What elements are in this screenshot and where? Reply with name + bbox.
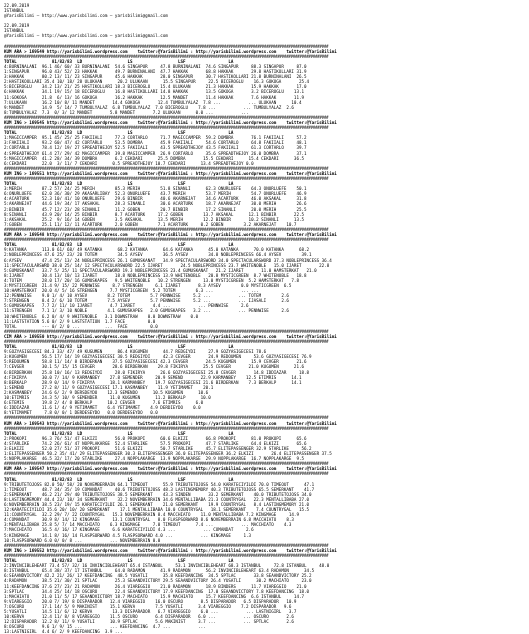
horse-row: 2:CORTARLO 78.4 12/ 19/ 27 SPREADTHEJOY 52.5 FAKIIALI 43.5 SPREADTHEJOY 43.5 FAKIIALI 61.3 CORTARLO 39.7	[4, 145, 307, 151]
horse-row: 3:MERIH 87.2 57/ 24/ 25 MERIH 85.3 MERIH 51.8 SINANLI 62.3 ONURLUEFE 64.3 ONURLUEFE 50.1	[4, 186, 307, 192]
horse-row: 6:SEAANDVICTORY 42.2 21/ 26/ 17 KEEFDANCING 48.5 YUSATLI 35.8 KEEFDANCING 34.5 SPTLAC 33.8 SEAANDVICTORY 25.2	[4, 573, 312, 579]
horse-row: 6:IDDIAZAR 11.6 1/ 4/ 9 YETIMAMET 6.4 YETIMAMET 4.9 DERDIEYDO 0.0	[4, 405, 201, 411]
report-date-repeat: 22.09.2019	[4, 23, 30, 29]
horse-row: 7:STRENGEN 8.4 2/ 6/ 10 TOTEM 7.5 AYSEV 5.7 PENNWISE 5.2 ... ... IJASALI 2.6	[4, 298, 289, 304]
column-header: TOTAL 81/82/83 LD LS LSF LA	[4, 242, 234, 248]
column-header: TOTAL 81/82/83 LD LS LSF LA	[4, 130, 234, 136]
horse-row: 6:BIRDERKAN 25.8 10/ 16/ 13 REDGIYDI 28.0 FIKIRYA 26.6 GOZYASIGECESI 25.8 CEVGER 14.8 IDDIAZAR 18.8	[4, 369, 310, 375]
horse-row: 5:AKARNEJAT 44.6 19/ 34/ 17 AKSAKAL 28.3 SINANLI 30.6 ACARTURK 18.7 AKARNEJAT 30.0 MERIH 26.6	[4, 201, 307, 207]
horse-row: 6:AYSEV 47.4 25/ 13/ 24 NOBLEPRINCESS 26.1 GUMUSKANAT 34.9 SPECTACULARSWORD 34.0 SPECTACULARSWORD 37.3 NOBLEPRINCESS 36.4	[4, 257, 332, 263]
horse-row: 5:REDOUMEN 58.8 11/ 14/ 8 BIRDERKAN 37.5 GOZYASIGECESI 42.3 CEVGER 24.5 KUGUMEN 15.9 CEVGER 21.6	[4, 359, 307, 365]
horse-row: 1:AKSAKAL 25.2 9/ 16/ 14 GOBEN 3.5 AKSAKAL 13.5 MERIH 12.2 BINBIR 10.2 SINANLI 13.5	[4, 216, 305, 222]
race-title: KUM ING > 169545 http://yarisbilimi.wordpress.com twitter:@YarisBilimi : http://yarisbilimi.wordpress.com twitter:@YarisBilimi	[4, 119, 337, 125]
horse-row: 2:BINBIR 45.7 12/ 23/ 28 SINANLI 11.2 GOBEN 20.7 BINBIR 17.2 SINANLI 20.0 MERIH 25.5	[4, 206, 307, 212]
horse-row: 7:MACCHIATO 16.5 4/ 16/ 17 KINGMAGE 6.6 KARATECIYILDI 4.3 ... ... COMANDAT 2.6	[4, 527, 254, 533]
column-header: TOTAL 81/82/83 LD LS LSF LA	[4, 181, 234, 187]
race-block	[4, 329, 525, 416]
horse-row: 3:HAKKAK 80.2 13/ 11/ 23 SINGAPUR 45.6 HAKKAK 28.0 SINGAPUR 30.7 HASTIKOLLARI 21.8 BURNINALANI 26.5	[4, 74, 307, 80]
horse-row: 1:MACHIATO 21.0 11/ 5/ 17 SEAANDVICTORY 18.7 MACHIATO 15.9 MACHIATO 15.7 KEEFDANCING 6.6 ISTANBUL 14.7	[4, 593, 305, 599]
horse-row: 12:PENNWISE 9.0 1/ 4/ 10 AYSEV 8.2 TOTEM 5.7 PENNWISE 5.2 ... ... TOTEM 2.6	[4, 293, 289, 299]
race-title: KUM ARA > 169549 http://yarisbilimi.wordpress.com twitter:@YarisBilimi : http://yarisbilimi.wordpress.com twitter:@YarisBilimi	[4, 48, 337, 54]
horse-row: 8:LASTINGMEMORY 44.4 23/ 18/ 34 SEMERKANT 32.2 NOVEMBERRAIN 34.6 MENTALLIBABA 21.3 COUNTRYGAL 22.3 MENTALLIBABA 27.0	[4, 496, 310, 502]
horse-row: 2:HASTIKOOLLARI 35.4 10/ 18/ 28 ULUKAAN 20.2 ULUKAAN 15.5 SINGAPUR 22.5 BICEROGLU 16.3 GOKOGA 25.4	[4, 79, 310, 85]
horse-row: 1:SINGAPUR 96.0 43/ 52/ 23 HAKKAK 49.7 BURNINALANI 47.7 HAKKAK 68.8 HAKKAK 29.8 HASTIKOLLARI 31.9	[4, 69, 307, 75]
race-block	[4, 543, 525, 634]
race-title: KUM ARA > 169543 http://yarisbilimi.wordpress.com twitter:@YarisBilimi : http://yarisbilimi.wordpress.com twitter:@YarisBilimi	[4, 420, 337, 426]
report-sheet	[4, 3, 525, 634]
horse-row: 5:GUMUSKAPES 7.7 2/ 11/ 10 IJARET 4.7 IJARET 4.4 ... ... PENNWISE 2.6	[4, 303, 249, 309]
report-city: ISTANBUL	[4, 8, 25, 14]
horse-row: 1:ELITEPASSENGER 50.2 35/ 41/ 29 ELITEPASSENGER 30.3 ELITEPASSENGER 36.0 ELITEPASSENGER 36.2 ELKIZI 26.4 ELITEPASSENGER 37.5	[4, 451, 332, 457]
horse-row: 8:SINANLI 43.9 20/ 14/ 25 BINBIR 8.7 ACARTURK 17.2 GOBEN 13.7 AKSAKAL 12.1 BINBIR 22.5	[4, 211, 305, 217]
horse-row: 3:SPTLAC 34.4 25/ 14/ 18 OSCURO 22.4 SEAANDVICTORY 17.9 KEEFDANCING 17.0 SEAANDVICTORY 7.8 KEEFDANCING 18.0	[4, 588, 310, 594]
separator-line: ##################################################################################################################################################	[4, 43, 329, 49]
horse-row: 3:KUGUMEN 56.5 17/ 14/ 19 GOZYASIGECESI 30.5 REDGIYDI 42.3 CEVGER 24.9 REDOUMEN 53.6 GOZYASIGECESI 76.9	[4, 354, 312, 360]
race-title: CIM ARA > 169550 http://yarisbilimi.wordpress.com twitter:@YarisBilimi : http://yarisbilimi.wordpress.com twitter:@YarisBilimi	[4, 333, 337, 339]
horse-row: 10:ETIMRIS 24.3 5/ 10/ 9 SEMENDER 11.0 KUGUMEN 11.2 BERKALP 10.0	[4, 395, 211, 401]
horse-row: 8:YETIMAMET 7.8 0/ 0/ 1 DERDESEYDO 0.0 DERDESEYDO 0.0	[4, 410, 158, 416]
horse-row: 2:SEMERKANT 46.2 21/ 29/ 40 TRIBUTETOJOSS 38.5 SEMERKANT 43.3 SINDEN 33.2 SEMERKANT 40.0 TRIBUTETOJOSS 34.0	[4, 491, 312, 497]
horse-row: 5:MAGICCAMPER 41.2 28/ 34/ 39 DOMBRA 6.2 CEKDARI 25.5 DOMBRA 15.5 CEKDARI 15.4 CEKDARI 36.5	[4, 155, 305, 161]
horse-row: 4:BURNINALANI 96.1 46/ 60/ 33 BURNINALANI 54.6 SINGAPUR 47.8 BURNINALANI 74.6 SINGAPUR 88.3 SINGAPUR 87.0	[4, 63, 307, 69]
horse-row: 2:KASMANBEY 24.6 6/ 2/ 9 DERSDEYDO 12.3 SEMENDO 10.5 KUGUMEN 10.6	[4, 389, 209, 395]
horse-row: 3:MENTALLIBABA 25.8 5/ 7/ 14 MACCHIATO 6.3 KINGMAGE 7.0 TIMEOUT 7.4 ... ... MACCHIATO 4.3	[4, 522, 292, 528]
horse-row: 8:BERKALP 28.9 0/ 14/ 9 FIKIRYA 18.1 KARMANBEY 19.7 GOZYASIGECESI 21.6 BIRDERKAN 7.3 BERKALP 14.1	[4, 379, 302, 385]
race-title: KUM ING > 169552 http://yarisbilimi.wordpress.com twitter:@YarisBilimi : http://yarisbilimi.wordpress.com twitter:@YarisBilimi	[4, 547, 337, 553]
horse-row: 6:ETEMIS 19.8 2/ 4/ 8 BERKALP 10.2 CEVGER 7.6 ETIMRIS 6.0	[4, 400, 204, 406]
horse-row: 3:FAKIIALI 93.2 60/ 47/ 42 CORTARLO 53.5 DOMBRA 45.9 FAKIIALI 54.6 CORTARLO 64.8 FAKIIALI 48.1	[4, 140, 307, 146]
horse-row: 11:STRENGEN 7.1 1/ 3/ 10 NOBLE 4.1 GUMUSKAPES 2.0 GUMUSKAPES 3.2 ... ... PENNWISE 2.6	[4, 308, 289, 314]
horse-row: 5:BICEROGLU 34.2 13/ 21/ 25 HASTIKOLLARI 18.3 BICEROGLU 15.4 ULUKAAN 21.3 HAKKAK 15.9 HAKKAK 17.0	[4, 84, 307, 90]
report-date: 22.09.2019	[4, 3, 30, 8]
horse-row: 11:LASTSTATION 5.6 0/ 2/ 9 LASTSTATION 1.7 FACE 0.0	[4, 318, 156, 324]
horse-row: 5:GUMUSKANAT 33.7 5/ 25/ 11 SPECTACULARSWORD 19.3 NOBLEPRINCESS 23.4 GUMUSKANAT 21.2 IJARET 11.0 HAMSTERKAT 21.0	[4, 267, 317, 273]
race-title: KUM ARA > 169547 http://yarisbilimi.wordpress.com twitter:@YarisBilimi : http://yarisbilimi.wordpress.com twitter:@YarisBilimi	[4, 466, 337, 472]
horse-row: 4:TOTEM 28.0 17/ 20/ 16 GUMUSKAPES 9.5 WHITENOBLE 10.2 STRENGEN 13.0 MYSTICGREEN 5.2 HAMSTERKAT 7.8	[4, 277, 299, 283]
race-title: KUM ING > 169551 http://yarisbilimi.wordpress.com twitter:@YarisBilimi : http://yarisbilimi.wordpress.com twitter:@YarisBilimi	[4, 170, 337, 176]
separator-line: ##################################################################################################################################################	[4, 471, 329, 477]
horse-row: 11:GOKOGA 21.8 6/ 13/ 16 GOKOGA 16.2 HAKKAK 12.5 MANDET 11.4 HAKKAK 7.6 HAKKAK 11.9	[4, 94, 305, 100]
column-header: TOTAL 81/82/83 LD LS LSF LA	[4, 344, 234, 350]
horse-row: 7:OSCURO 17.1 14/ 5/ 9 MAKINIST 15.1 KERVA 7.5 YUSATLI 3.4 VIAREGGIO 7.2 DISPARADOR 9.6	[4, 603, 292, 609]
race-block	[4, 44, 525, 115]
separator-line: ##################################################################################################################################################	[4, 176, 329, 181]
race-blocks	[4, 44, 525, 634]
horse-row: 5:YUSATLI 14.5 11/ 6/ 12 KERVA 13.3 DISPARADOR 6.7 VIAREGGIO 6.0 ... ... LASTNIGIRL 3.7	[4, 608, 297, 614]
column-header: TOTAL 81/82/83 LD LS LSF LA	[4, 558, 234, 564]
report-credit-repeat: @YarisBilimi — http://www.yarisbilimi.com — yarisbilimi@gmail.com	[4, 33, 168, 39]
report-city-repeat: ISTANBUL	[4, 28, 25, 34]
race-title: KUM ARA > 169548 http://yarisbilimi.wordpress.com twitter:@YarisBilimi : http://yarisbilimi.wordpress.com twitter:@YarisBilimi	[4, 232, 337, 238]
horse-row: 3:ELKIZI 52.0 27/ 51/ 37 PROKOPI 51.6 ELKIZI 50.7 STARLIKE 45.7 ELITEPASSENGER 32.9 STARLIKE 56.2	[4, 445, 312, 451]
separator-line: ##################################################################################################################################################	[4, 114, 329, 120]
horse-row: 9:VIAREGGIO 20.0 7/ 19/ 8 DISPARADOR 12.4 VIAREGGIO 16.0 OSCURO 8.5 DISPARADOR 6.5 DISPARADOR 10.9	[4, 598, 297, 604]
separator-line: ##################################################################################################################################################	[4, 328, 329, 334]
race-block	[4, 166, 525, 227]
horse-row: 9:KATANKA 113.0 61/ 68/ 49 KATANKA 68.2 KATANKA 64.6 KATANKA 45.0 KATANKA 70.0 KATANKA 68.2	[4, 247, 310, 253]
horse-row: 1:SEMEND 27.2 8/ 11/ 9 GOZYASIGECESI 17.1 KASMANBEY 11.9 YETIMAMET 20.1	[4, 384, 214, 390]
horse-row: 3:MYSTICGREEN 21.4 9/ 15/ 22 PENNWISE 8.7 STRENGEN 6.1 IJARET 8.3 AYSEV 0.0 MYSTICGREEN 6.5	[4, 282, 292, 288]
horse-row: 12:DISPARADOR 12.2 8/ 11/ 9 YUSATLI 10.9 SPTLAC 5.6 MAKINIST 3.7 ... ... SPTLAC 2.6	[4, 619, 294, 625]
horse-row: 2:PROKOPI 96.3 76/ 51/ 47 ELKIZI 56.0 PROKOPI 60.6 ELKIZI 66.8 PROKOPI 81.0 PROKOPI 65.6	[4, 435, 307, 441]
horse-row: 10:FLASPSORWARD 6.0 0/ 0/ 8 ... ... NOVEMBERRAIN 0.0	[4, 537, 161, 543]
horse-row: 4:ACARTURK 52.3 10/ 41/ 10 ONURLUEFE 29.6 BINBIR 40.6 AKARNEJAT 34.6 ACARTURK 46.0 AKSAKAL 31.8	[4, 196, 307, 202]
horse-row: 4:STARLIKE 74.2 26/ 61/ 47 NOPPLAKARGE 52.4 STARLIKE 57.5 PROKOPI 47.7 STARLIKE 64.4 ELKIZI 65.6	[4, 440, 307, 446]
column-header: TOTAL 81/82/83 LD LS LSF LA	[4, 476, 234, 482]
horse-row: 7:ULUKAAN 16.2 10/ 8/ 11 MANDET 14.4 GOKOGA 12.4 TUMBULYALAZ 7.8 ... ... ULUKAAN 10.4	[4, 99, 302, 105]
horse-row: 1:MAGICCAMPER 95.1 45/ 25/ 25 FAKIIALI 77.3 CORTARLO 71.7 MAGICCAMPER 59.2 DOMBRA 76.1 FAKIIALI 57.2	[4, 135, 307, 141]
horse-row: 8:OSCURO 9.6 1/ 9/ 15 ... ... KEEFDANCING 4.7 ... ...	[4, 624, 206, 630]
horse-row: 8:TUMBULYALAZ 7.3 0/ 3/ 12 MANDET 5.8 MANDET 7.2 ULUKAAN 0.0 ... ...	[4, 109, 249, 115]
horse-row: 11:SPECTACULARSWRD 38.0 25/ 14/ 12 SPECTACULARSWORD 22.5 IJARET 24.5 NOBLEPRINCESS 23.7 WHITENOBLE 15.0 IJARET 22.8	[4, 262, 330, 268]
separator-line: ##################################################################################################################################################	[4, 125, 329, 131]
separator-line: ##################################################################################################################################################	[4, 226, 329, 232]
horse-row: 2:NOBLEPRINCESS 47.6 25/ 23/ 20 TOTEM 34.5 AYSEV 36.5 AYSEV 34.8 NOBLEPRINCESS 66.4 AYSEV 39.1	[4, 252, 312, 258]
horse-row: 10:WHITENOBLE 6.2 0/ 4/ 9 WHITENOBLE 3.1 DOWNSTRAW 0.0 DOWNSTRAW 0.0	[4, 313, 199, 319]
separator-line: ##################################################################################################################################################	[4, 415, 329, 421]
separator-line: ##################################################################################################################################################	[4, 339, 329, 344]
horse-row: TOTAL --- 0/ 2/ 0 ... ... FACE 0.0	[4, 323, 158, 329]
horse-row: 11:COUNTRYGAL 32.2 29/ 7/ 22 COUNTRYGAL 15.3 NOVEMBERRAIN 8.4 MACCHIATO 11.0 MENTALLIBABA 7.2 KINGMAGE 14.9	[4, 512, 299, 518]
column-header: TOTAL 81/82/83 LD LS LSF LA	[4, 430, 234, 436]
horse-row: 4:RADAMON 38.5 21/ 30/ 21 SPTLAC 25.3 SEAANDVICTORY 29.5 SEAANDVICTORY 26.4 YUSATLI 30.2 MACHIATO 23.0	[4, 578, 312, 584]
separator-line: ##################################################################################################################################################	[4, 542, 329, 548]
separator-line: ##################################################################################################################################################	[4, 552, 329, 558]
horse-row: 12:KARATECIYILDI 35.6 20/ 10/ 20 SEMERKANT 17.1 MENTALLIBABA 10.0 COUNTRYGAL 18.1 SEMERKANT 7.4 COUNTRYGAL 15.5	[4, 507, 310, 513]
horse-row: 6:CEKDARI 22.0 3/ 11/ 7 CEKDARI 0.5 SPREADTHEJOY 10.7 CEKDARI 13.4 SPREADTHEJOY 0.0	[4, 160, 254, 166]
horse-row: 10:HAMSTERKAT 20.0 4/ 5/ 16 STRENGEN 7.7 MYSTICGREEN 5.2 TOTEM 6.3 ... ... ...	[4, 288, 259, 294]
horse-row: 5:NOPPLAKARGE 46.5 32/ 17/ 20 STARLIKE 27.4 NOPPLAKARGE 13.9 NOPPLAKARGE 29.9 NOPPLAKARGE 16.7 NOPPLAKARGE 9.5	[4, 456, 305, 462]
race-block	[4, 115, 525, 166]
horse-row: 7:CEVGER 30.1 5/ 15/ 15 CEVGER 28.6 BIRDERKAN 29.8 FIKIRYA 25.5 CEVGER 21.0 KUGUMEN 21.6	[4, 364, 305, 370]
horse-row: 8:IJARET 30.4 13/ 10/ 13 IJARET 18.8 NOBLEPRINCESS 13.9 WHITENOBLE 20.8 MYSTICGREEN 8.7 WHITENOBLE 18.8	[4, 272, 307, 278]
horse-row: 4:SPREADTHEJOY 61.4 27/ 29/ 42 MAGICCAMPER 39.8 MAGICCAMPER 26.9 CORTARLO 35.6 SPREADTHEJOY 26.0 DOMBRA 37.1	[4, 150, 307, 156]
horse-row: 4:FIKIRYA 30.0 7/ 14/ 9 KARMANBEY 27.8 SEMENDER 20.9 SEMEND 22.9 KARMANBEY 12.5 ETIMRIS 14.1	[4, 374, 302, 380]
horse-row: 11:KEEFDANCING 37.6 27/ 23/ 21 RADAMON 26.4 VIAREGGIO 21.0 RADAMON 18.9 BINDERS 11.7 VIAREGGIO 21.0	[4, 583, 307, 589]
race-block	[4, 461, 525, 543]
report-credit: @YarisBilimi — http://www.yarisbilimi.com — yarisbilimi@gmail.com	[4, 13, 168, 19]
horse-row: 9:GOZYASIGECESI 84.3 33/ 47/ 49 KUGUMEN 86.4 KUGUMEN 44.7 REDGIYDI 27.9 GOZYASIGECESI 78.6	[4, 349, 267, 355]
separator-line: ##################################################################################################################################################	[4, 237, 329, 243]
horse-row: 10:KERVA 12.4 11/ 8/ 8 VIAREGGIO 11.5 OSCURO 6.4 DISPARADOR 6.0 ... ... OSCURO 2.6	[4, 614, 294, 620]
horse-row: 1:TIMEOUT 48.7 34/ 35/ 19 COMANDAT 40.6 TRIBUTETOJOSS 48.3 LASTINGMEMORY 40.3 TRIBUTETOJOSS 65.5 SEMERKANT 41.7	[4, 486, 315, 492]
horse-row: 9:TRIBUTETOJOSS 82.0 50/ 58/ 20 NOVEMBERRAIN 64.1 TIMEOUT 55.9 TRIBUTETOJOSS 54.0 KARATECIYILDI 70.0 TIMEOUT 47.1	[4, 481, 315, 487]
horse-row: 8:ISTANBUL 65.4 38/ 37/ 17 ISTANBUL 64.0 RADAMON 41.9 RADAMON 56.2 INVINCIBLEHEART 63.4 RADAMON 34.5	[4, 568, 315, 574]
horse-row: 13:LASTNIGIRL 4.4 6/ 2/ 9 KEEFDANCING 3.9 ...	[4, 629, 123, 634]
separator-line: ##################################################################################################################################################	[4, 425, 329, 431]
horse-row: 6:NOVEMBERRAIN 38.5 23/ 19/ 15 KARATECIYILDI 26.1 SEMERKANT 21.0 SEMERKANT 19.9 COUNTRYGAL 8.4 LASTINGMEMORY 21.0	[4, 502, 310, 507]
race-block	[4, 415, 525, 461]
horse-row: 5:KINGMAGE 14.1 8/ 16/ 14 FLASPSORWARD 4.5 FLASPSORWARD 4.0 ... ... KINGMAGE 1.3	[4, 532, 252, 538]
horse-row: 6:ONURLUEFE 62.0 36/ 30/ 29 AKASARLIBAY 52.3 ONURLUEFE 43.7 MERIH 53.7 MERIH 54.7 ONURLUEFE 46.9	[4, 191, 307, 197]
race-block	[4, 227, 525, 329]
horse-row: 6:HAKKAK 34.1 19/ 15/ 18 BICEROGLU 16.8 HASTIKOLLARI 14.8 HAKKAK 13.5 GOKOGA 3.2 BICEROGLU 13.1	[4, 89, 305, 95]
separator-line: ##################################################################################################################################################	[4, 53, 329, 59]
separator-line: ##################################################################################################################################################	[4, 165, 329, 171]
horse-row: 4:COMANDAT 30.9 8/ 14/ 12 KINGMAGE 13.1 COUNTRYGAL 8.0 FLASPSORWARD 8.6 NOVEMBERRAIN 6.8 MACCHIATO 8.3	[4, 517, 294, 523]
separator-line: ##################################################################################################################################################	[4, 461, 329, 467]
horse-row: 9:MANDET 14.9 5/ 14/ 7 TUMBULYALAZ 6.8 TUMBULYALAZ 7.0 BICEROGLU 7.8 ... ... TUMBULYALAZ 2.6	[4, 104, 294, 110]
horse-row: 2:INVINCIBLEHEART 73.4 57/ 32/ 16 INVINCIBLEHEART 65.4 ISTANBUL 53.1 INVINCIBLEHEART 68.3 ISTANBUL 72.8 ISTANBUL 48.0	[4, 563, 330, 569]
horse-row: 7:GOBEN 25.1 11/ 12/ 11 ACARTURK 2.0 GOBEN 7.1 ACARTURK 0.2 GOBEN 3.2 AKARNEJAT 10.7	[4, 221, 297, 227]
column-header: TOTAL 81/82/83 LD LS LSF LA	[4, 58, 234, 64]
